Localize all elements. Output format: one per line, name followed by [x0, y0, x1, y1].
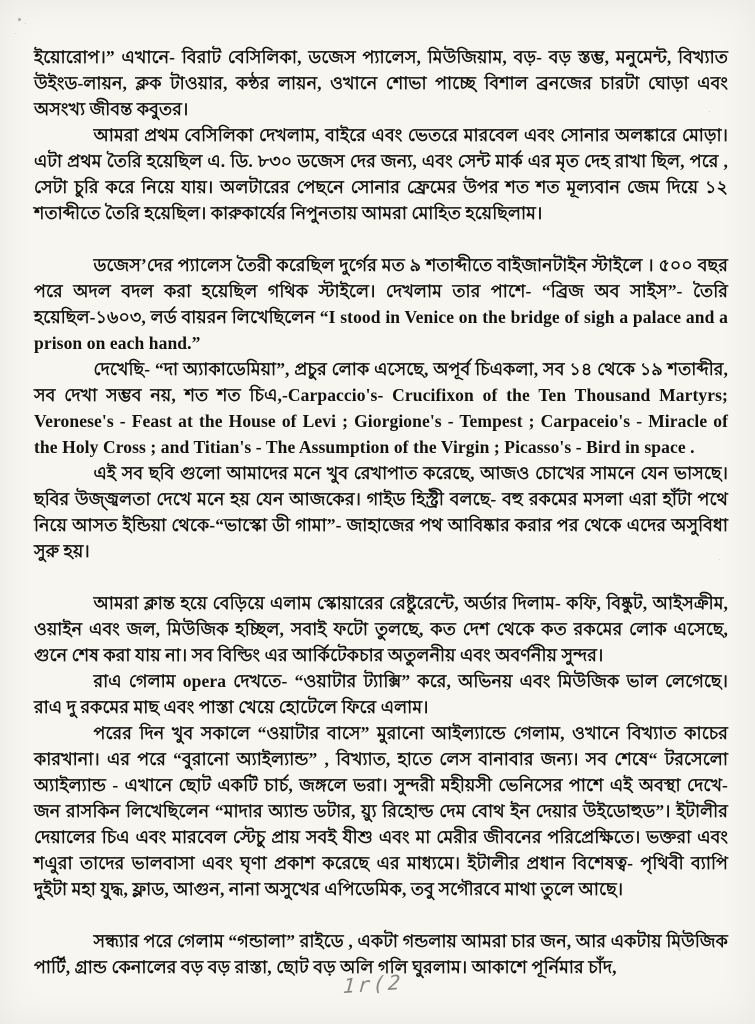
paragraph: আমরা প্রথম বেসিলিকা দেখলাম, বাইরে এবং ভেতরে মারবেল এবং সোনার অলঙ্কারে মোড়া। এটা প্রথম তৈরি হয়েছিল এ. ডি. ৮৩০ ডজেস দের জন্য, এবং সেন্ট মার্ক এর মৃত দেহ রাখা ছিল, পরে , সেটা চুরি করে নিয়ে যায়। অলটারের পেছনে সোনার ফ্রেমের উপর শত শত মূল্যবান জেম দিয়ে ১২ শতাব্দীতে তৈরি হয়েছিল। কারুকার্যের নিপুনতায় আমরা মোহিত হয়েছিলাম। [34, 125, 728, 223]
paragraph: রাএ গেলাম opera দেখতে- “ওয়াটার ট্যাক্সি” করে, অভিনয় এবং মিউজিক ভাল লেগেছে। রাএ দু রকমের মাছ এবং পাস্তা খেয়ে হোটেলে ফিরে এলাম। [34, 671, 728, 717]
paragraph: দেখেছি- “দা অ্যাকাডেমিয়া”, প্রচুর লোক এসেছে, অপূর্ব চিএকলা, সব ১৪ থেকে ১৯ শতাব্দীর, সব দেখা সম্ভব নয়, শত শত চিএ,-Carpaccio's- Crucifixon of the Ten Thousand Martyrs; Veronese's - Feast at the House of Levi ; Giorgione's - Tempest ; Carpaceio's - Miracle of the Holy Cross ; and Titian's - The Assumption of the Virgin ; Picasso's - Bird in space . [34, 359, 728, 457]
paragraph: ইয়োরোপ।” এখানে- বিরাট বেসিলিকা, ডজেস প্যালেস, মিউজিয়াম, বড়- বড় স্তম্ভ, মনুমেন্ট, বিখ্যাত উইংড-লায়ন, ক্লক টাওয়ার, কন্ঠর লায়ন, ওখানে শোভা পাচ্ছে বিশাল ব্রনজের চারটা ঘোড়া এবং অসংখ্য জীবন্ত কবুতর। [34, 47, 728, 119]
paragraph: পরের দিন খুব সকালে “ওয়াটার বাসে” মুরানো আইল্যান্ডে গেলাম, ওখানে বিখ্যাত কাচের কারখানা। এর পরে “বুরানো অ্যাইল্যান্ড” , বিখ্যাত, হাতে লেস বানাবার জন্য। সব শেষে“ টরসেলো অ্যাইল্যান্ড - এখানে ছোট একটি চার্চ, জঙ্গলে ভরা। সুন্দরী মহীয়সী ভেনিসের পাশে এই অবস্থা দেখে- জন রাসকিন লিখেছিলেন “মাদার অ্যান্ড ডটার, য়্যু রিহোল্ড দেম বোথ ইন দেয়ার উইডোহুড”। ইটালীর দেয়ালের চিএ এবং মারবেল স্টেচু প্রায় সবই যীশু এবং মা মেরীর জীবনের পরিপ্রেক্ষিতে। ভক্তরা এবং শএুরা তাদের ভালবাসা এবং ঘৃণা প্রকাশ করেছে এর মাধ্যমে। ইটালীর প্রধান বিশেষত্ব- পৃথিবী ব্যাপি দুইটা মহা যুদ্ধ, ফ্লাড, আগুন, নানা অসুখের এপিডেমিক, তবু সগৌরবে মাথা তুলে আছে। [34, 723, 728, 899]
handwritten-page-mark: 1r(2 [342, 969, 404, 999]
paragraph: এই সব ছবি গুলো আমাদের মনে খুব রেখাপাত করেছে, আজও চোখের সামনে যেন ভাসছে। ছবির উজ্জ্বলতা দেখে মনে হয় যেন আজকের। গাইড হিস্ট্রী বলছে- বহু রকমের মসলা এরা হাঁটা পথে নিয়ে আসত ইন্ডিয়া থেকে-“ভাস্কো ডী গামা”- জাহাজের পথ আবিষ্কার করার পর থেকে এদের অসুবিধা সুরু হয়। [34, 463, 728, 561]
paragraph: আমরা ক্লান্ত হয়ে বেড়িয়ে এলাম স্কোয়ারের রেষ্টুরেন্টে, অর্ডার দিলাম- কফি, বিষ্কুট, আইসক্রীম, ওয়াইন এবং জল, মিউজিক হচ্ছিল, সবাই ফটো তুলছে, কত দেশ থেকে কত রকমের লোক এসেছে, গুনে শেষ করা যায় না। সব বিল্ডিং এর আর্কিটেকচার অতুলনীয় এবং অবর্ণনীয় সুন্দর। [34, 593, 728, 665]
paragraph: সন্ধ্যার পরে গেলাম “গন্ডালা” রাইডে , একটা গন্ডলায় আমরা চার জন, আর একটায় মিউজিক পার্টি, গ্রান্ড কেনালের বড় বড় রাস্তা, ছোট বড় অলি গলি ঘুরলাম। আকাশে পূর্নিমার চাঁদ, [34, 931, 728, 977]
paragraph: ডজেস’দের প্যালেস তৈরী করেছিল দুর্গের মত ৯ শতাব্দীতে বাইজানটাইন স্টাইলে । ৫০০ বছর পরে অদল বদল করা হয়েছিল গথিক স্টাইলে। দেখলাম তার পাশে- “ব্রিজ অব সাইস”- তৈরি হয়েছিল-১৬০৩, লর্ড বায়রন লিখেছিলেন “I stood in Venice on the bridge of sigh a palace and a prison on each hand.” [34, 255, 728, 353]
scan-speckles [18, 18, 21, 21]
document-text [34, 44, 728, 980]
